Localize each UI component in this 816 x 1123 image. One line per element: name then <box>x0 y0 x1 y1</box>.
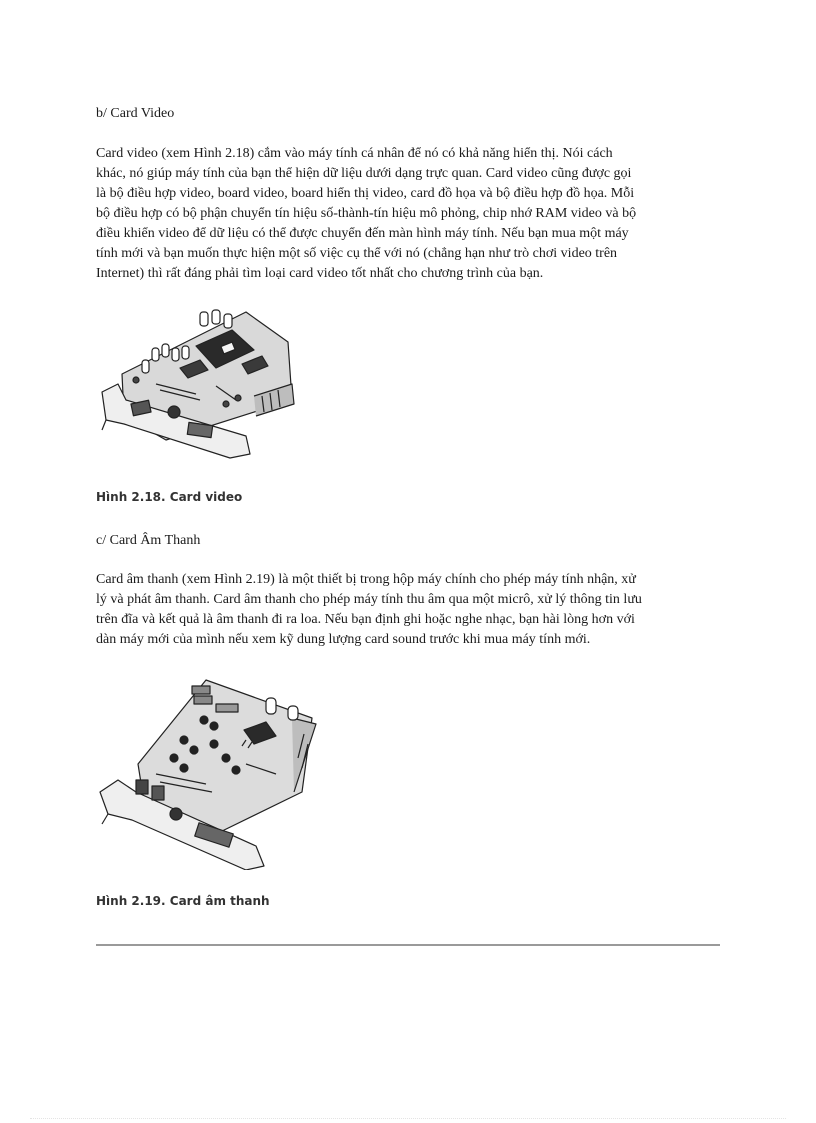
section-heading-card-video: b/ Card Video <box>96 106 175 121</box>
text-line: Internet) thì rất đáng phải tìm loại card video tốt nhất cho chương trình của bạn. <box>96 266 544 281</box>
text-line: trên đĩa và kết quả là âm thanh đi ra loa. Nếu bạn định ghi hoặc nghe nhạc, bạn hài lòng hơn với <box>96 612 635 627</box>
figure-caption-2-18: Hình 2.18. Card video <box>96 490 243 504</box>
text-line: khác, nó giúp máy tính của bạn thể hiện dữ liệu dưới dạng trực quan. Card video cũng được gọi <box>96 166 632 181</box>
text-line: lý và phát âm thanh. Card âm thanh cho phép máy tính thu âm qua một micrô, xử lý thông tin lưu <box>96 592 642 607</box>
page-edge-line <box>30 1118 786 1119</box>
sound-card-image <box>96 674 324 870</box>
figure-caption-2-19: Hình 2.19. Card âm thanh <box>96 894 270 908</box>
text-line: tính mới và bạn muốn thực hiện một số việc cụ thể với nó (chẳng hạn như trò chơi video trên <box>96 246 618 261</box>
video-card-image <box>96 304 302 460</box>
paragraph-card-video <box>96 144 720 284</box>
text-line: điều khiển video để dữ liệu có thể được chuyển đến màn hình máy tính. Nếu bạn mua một máy <box>96 226 629 241</box>
horizontal-divider <box>96 944 720 946</box>
text-line: Card video (xem Hình 2.18) cắm vào máy tính cá nhân để nó có khả năng hiển thị. Nói cách <box>96 146 613 161</box>
paragraph-sound-card <box>96 570 720 650</box>
text-line: là bộ điều hợp video, board video, board hiển thị video, card đồ họa và bộ điều hợp đồ họa. Mỗi <box>96 186 635 201</box>
text-line: bộ điều hợp có bộ phận chuyển tín hiệu số-thành-tín hiệu mô phỏng, chip nhớ RAM video và bộ <box>96 206 637 221</box>
text-line: dàn máy mới của mình nếu xem kỹ dung lượng card sound trước khi mua máy tính mới. <box>96 632 591 647</box>
text-line: Card âm thanh (xem Hình 2.19) là một thiết bị trong hộp máy chính cho phép máy tính nhận, xử <box>96 572 636 587</box>
section-heading-sound-card: c/ Card Âm Thanh <box>96 533 201 548</box>
